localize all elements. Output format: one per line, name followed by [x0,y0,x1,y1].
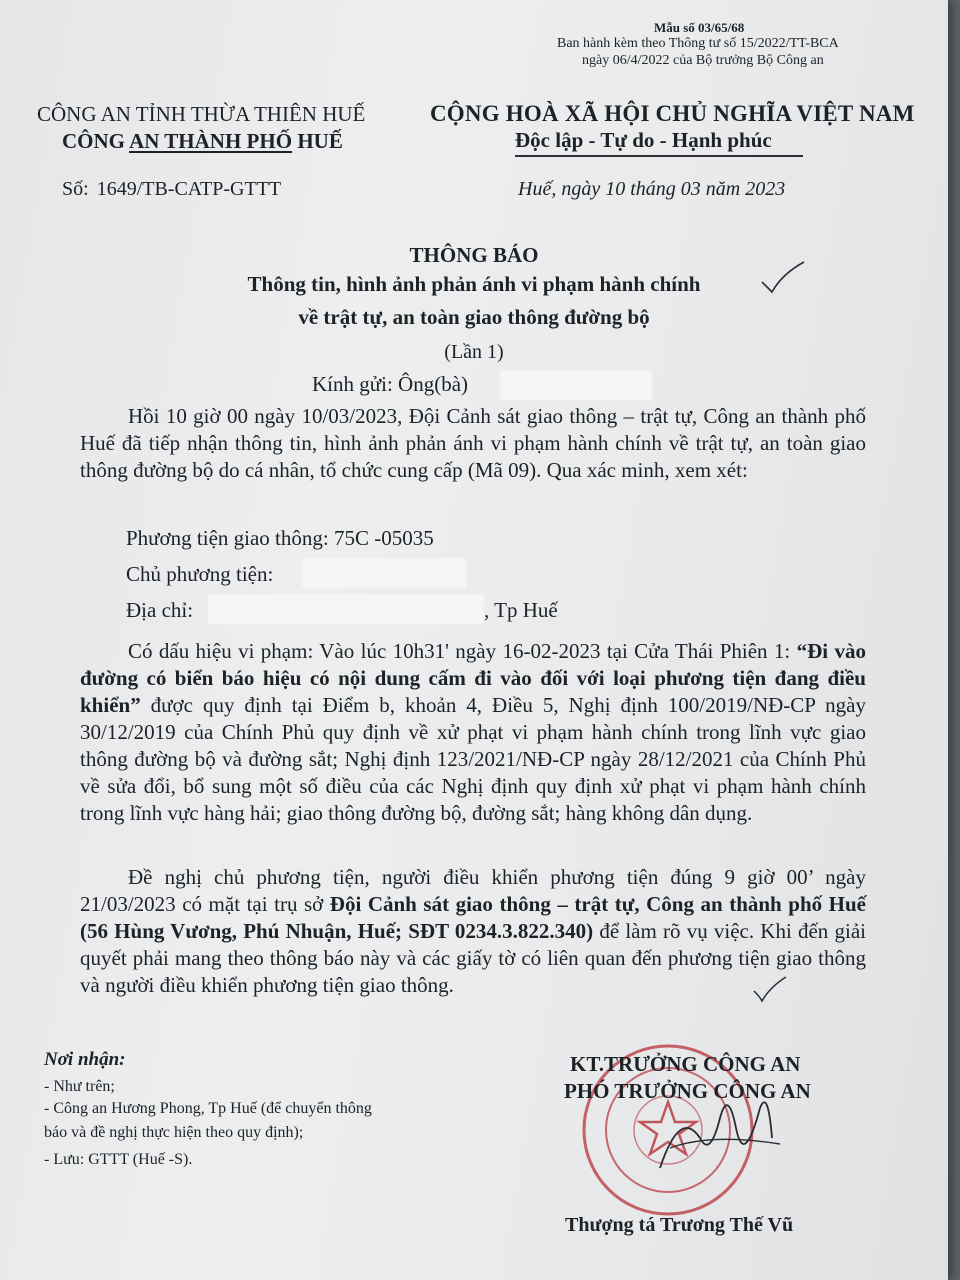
motto: Độc lập - Tự do - Hạnh phúc [515,128,772,152]
recipients-title: Nơi nhận: [44,1049,126,1070]
agency-name-prefix: CÔNG [62,129,130,153]
form-issued-line2: ngày 06/4/2022 của Bộ trưởng Bộ Công an [582,53,824,68]
redacted-owner [302,558,466,588]
form-number: Mẫu số 03/65/68 [654,20,745,35]
signature-title-1: KT.TRƯỞNG CÔNG AN [570,1052,801,1076]
doc-number [62,178,281,201]
greeting: Kính gửi: Ông(bà) [312,372,469,396]
redacted-address [208,594,484,624]
owner-label: Chủ phương tiện: [126,562,274,586]
handwritten-check-icon [758,258,808,298]
violation-intro: Có dấu hiệu vi phạm: Vào lúc 10h31' ngày 16-02-2023 tại Cửa Thái Phiên 1: [128,639,797,663]
country-name: CỘNG HOÀ XÃ HỘI CHỦ NGHĨA VIỆT NAM [430,101,915,126]
agency-name [62,129,343,154]
doc-title: THÔNG BÁO [409,243,539,267]
request-part1: Đề nghị chủ phương tiện, người điều khiển phương tiện đúng 9 giờ 00’ ngày 21/03/2023 có mặt tại trụ sở [80,865,866,916]
paragraph-intro [80,403,866,484]
paragraph-intro-text: Hồi 10 giờ 00 ngày 10/03/2023, Đội Cảnh sát giao thông – trật tự, Công an thành phố Huế đã tiếp nhận thông tin, hình ảnh phản ánh vi phạm hành chính về trật tự, an toàn giao thông đường bộ do cá nhân, tổ chức cung cấp (Mã 09). Qua xác minh, xem xét: [80,404,866,482]
violation-description: “Đi vào đường có biển báo hiệu có nội dung cấm đi vào đối với loại phương tiện đang điều khiển” [80,639,866,717]
doc-subtitle-2: về trật tự, an toàn giao thông đường bộ [298,305,650,329]
handwritten-mark-icon [752,975,788,1005]
recipient-item: báo và đề nghị thực hiện theo quy định); [44,1124,304,1141]
doc-number-label: Số: [62,178,89,200]
address-label: Địa chỉ: [126,598,194,622]
vehicle-line: Phương tiện giao thông: 75C -05035 [126,526,434,550]
signature-title-2: PHÓ TRƯỞNG CÔNG AN [564,1079,811,1103]
doc-date: Huế, ngày 10 tháng 03 năm 2023 [518,178,786,200]
address-tail: , Tp Huế [484,598,558,622]
paragraph-violation [80,638,866,827]
doc-number-value: 1649/TB-CATP-GTTT [96,178,282,200]
request-part2: để làm rõ vụ việc. Khi đến giải quyết phải mang theo thông báo này và các giấy tờ có liên quan đến phương tiện giao thông và người điều khiển phương tiện giao thông. [80,919,866,997]
signer-name: Thượng tá Trương Thế Vũ [565,1214,794,1236]
form-issued-line1: Ban hành kèm theo Thông tư số 15/2022/TT-BCA [557,36,839,51]
agency-name-underlined: AN THÀNH PHỐ [129,129,293,153]
recipient-item: - Công an Hương Phong, Tp Huế (để chuyển thông [44,1100,372,1117]
motto-underline [515,155,803,157]
paragraph-request [80,864,866,999]
request-location: Đội Cảnh sát giao thông – trật tự, Công an thành phố Huế (56 Hùng Vương, Phú Nhuận, Huế; SĐT 0234.3.822.340) [80,892,866,943]
violation-legal-basis: được quy định tại Điểm b, khoản 4, Điều 5, Nghị định 100/2019/NĐ-CP ngày 30/12/2019 của Chính Phủ quy định về xử phạt vi phạm hành chính trong lĩnh vực giao thông đường bộ và đường sắt; Nghị định 123/2021/NĐ-CP ngày 28/12/2021 của Chính Phủ về sửa đổi, bổ sung một số điều của các Nghị định quy định xử phạt vi phạm hành chính trong lĩnh vực hàng hải; giao thông đường bộ, đường sắt; hàng không dân dụng. [80,693,866,825]
redacted-name [500,370,652,400]
agency-parent: CÔNG AN TỈNH THỪA THIÊN HUẾ [37,102,366,126]
occurrence: (Lần 1) [444,341,504,363]
recipient-item: - Lưu: GTTT (Huế -S). [44,1151,193,1168]
handwritten-signature-icon [640,1078,790,1198]
recipient-item: - Như trên; [44,1078,115,1095]
agency-name-suffix: HUẾ [292,129,343,153]
doc-subtitle-1: Thông tin, hình ảnh phản ánh vi phạm hành chính [247,272,701,296]
